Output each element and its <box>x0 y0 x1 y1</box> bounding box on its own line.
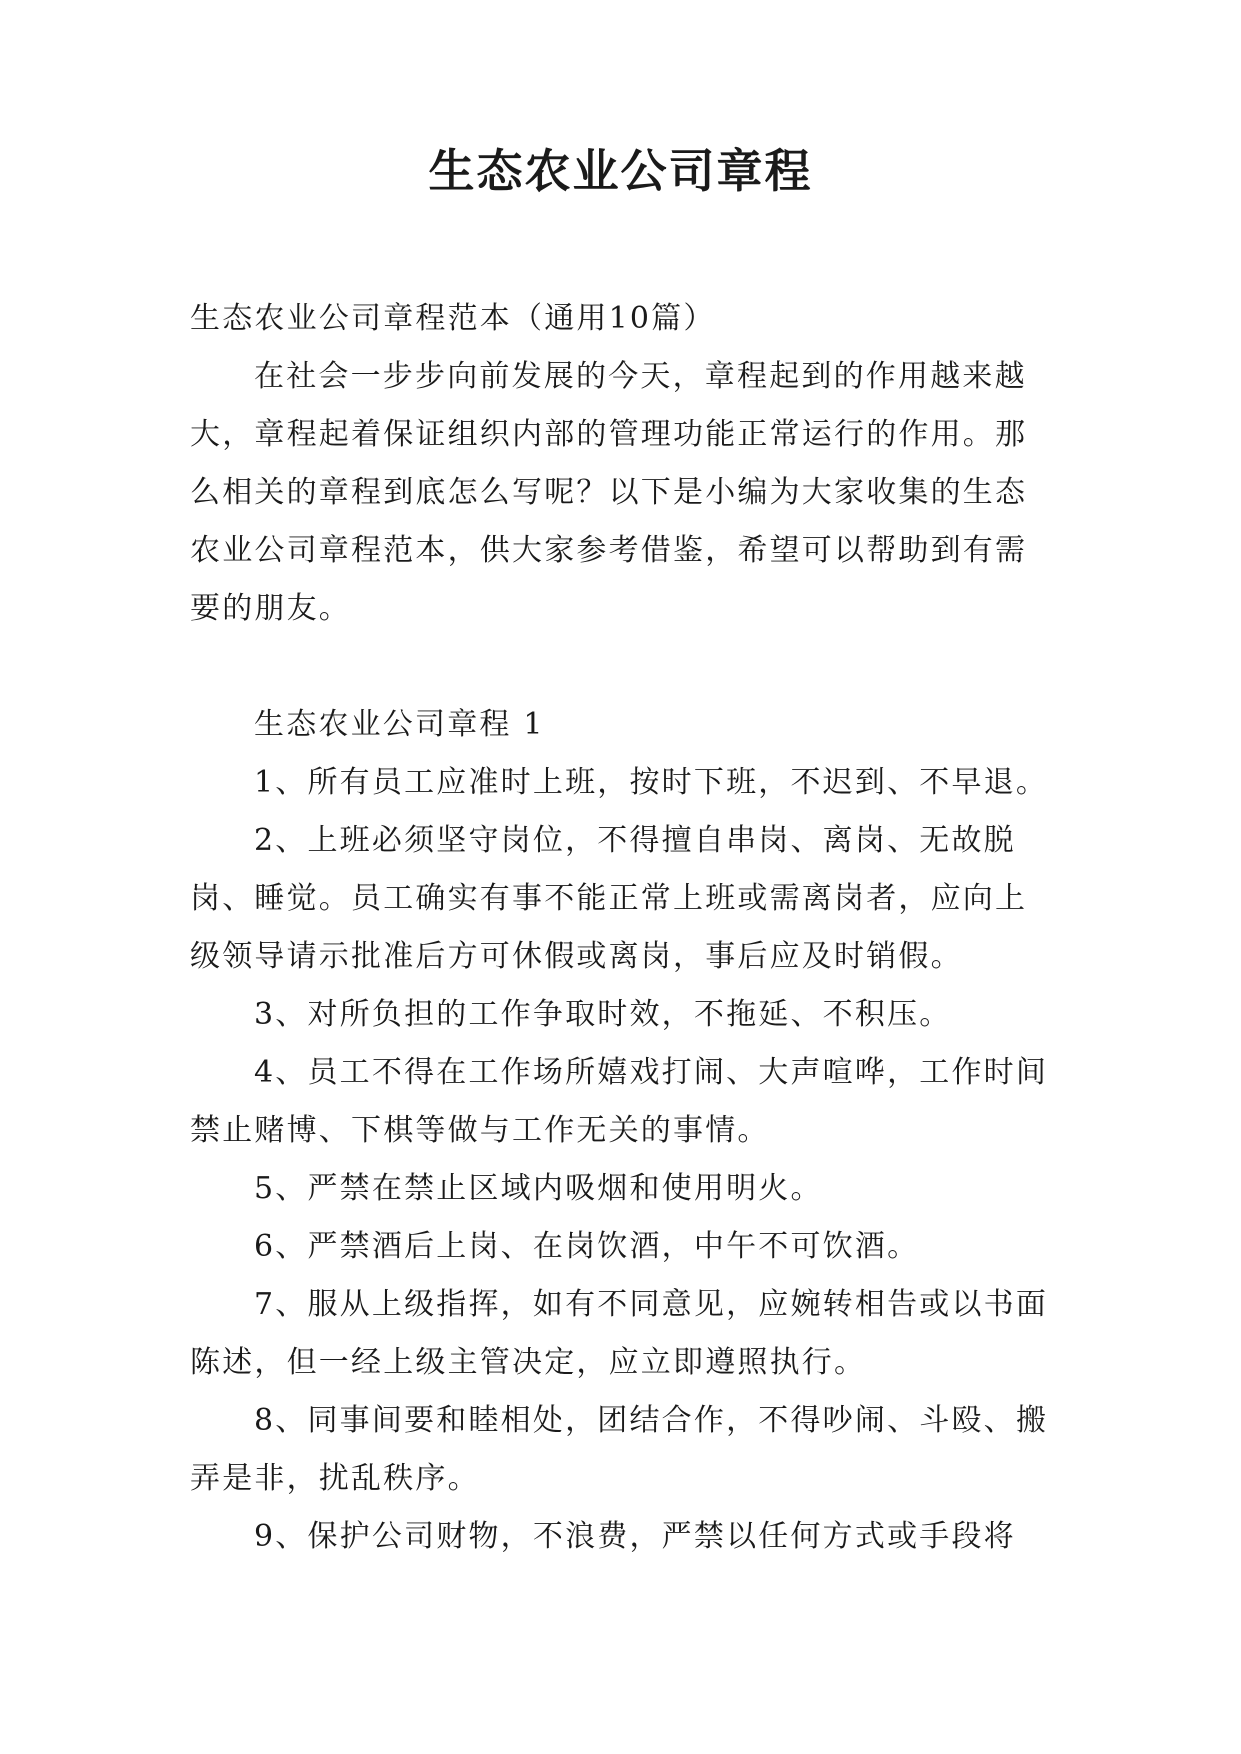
rule-item-7: 7、服从上级指挥，如有不同意见，应婉转相告或以书面陈述，但一经上级主管决定，应立即遵照执行。 <box>190 1287 1049 1380</box>
document-body <box>190 290 1050 1566</box>
intro-paragraph: 在社会一步步向前发展的今天，章程起到的作用越来越大，章程起着保证组织内部的管理功能正常运行的作用。那么相关的章程到底怎么写呢？以下是小编为大家收集的生态农业公司章程范本，供大家参考借鉴，希望可以帮助到有需要的朋友。 <box>190 359 1028 626</box>
rule-item-4: 4、员工不得在工作场所嬉戏打闹、大声喧哗，工作时间禁止赌博、下棋等做与工作无关的事情。 <box>190 1055 1049 1148</box>
rule-item-6: 6、严禁酒后上岗、在岗饮酒，中午不可饮酒。 <box>254 1229 920 1264</box>
paragraph-spacer <box>190 638 1050 696</box>
rule-item-2: 2、上班必须坚守岗位，不得擅自串岗、离岗、无故脱岗、睡觉。员工确实有事不能正常上班或需离岗者，应向上级领导请示批准后方可休假或离岗，事后应及时销假。 <box>190 823 1028 974</box>
rule-item-3: 3、对所负担的工作争取时效，不拖延、不积压。 <box>254 997 952 1032</box>
rule-item-1: 1、所有员工应准时上班，按时下班，不迟到、不早退。 <box>254 765 1049 800</box>
section-heading: 生态农业公司章程 1 <box>254 707 545 742</box>
rule-item-9: 9、保护公司财物，不浪费，严禁以任何方式或手段将 <box>254 1519 1016 1554</box>
rule-item-5: 5、严禁在禁止区域内吸烟和使用明火。 <box>254 1171 823 1206</box>
document-subtitle: 生态农业公司章程范本（通用10篇） <box>190 301 716 336</box>
document-title: 生态农业公司章程 <box>428 144 813 198</box>
rule-item-8: 8、同事间要和睦相处，团结合作，不得吵闹、斗殴、搬弄是非，扰乱秩序。 <box>190 1403 1049 1496</box>
